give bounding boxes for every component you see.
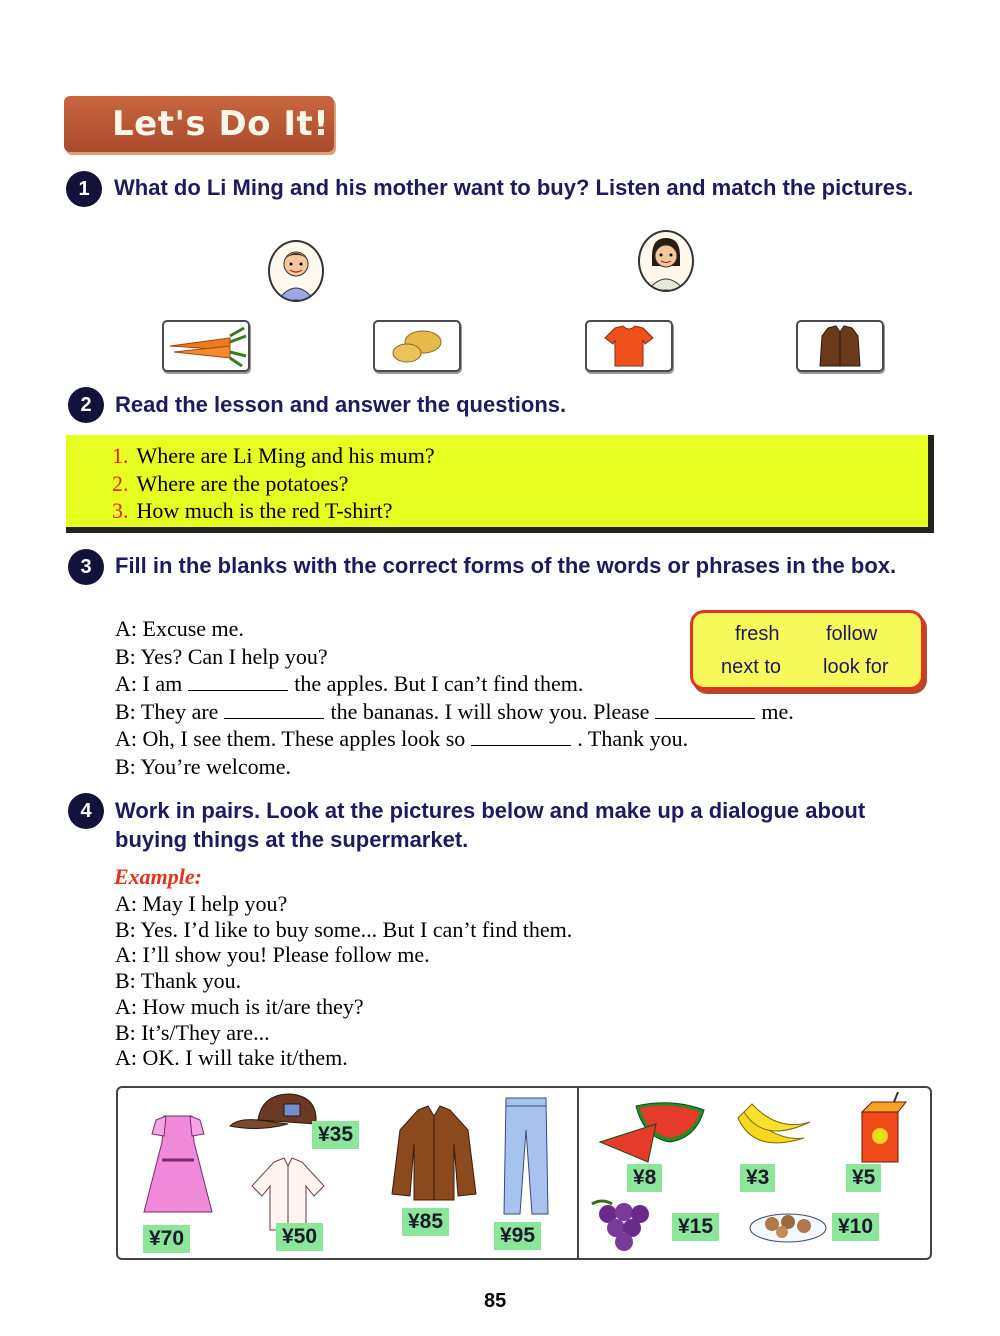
- boy-portrait: [268, 240, 324, 302]
- jacket-icon: [798, 322, 882, 370]
- jeans-icon: [498, 1094, 554, 1218]
- section-number-2: 2: [68, 387, 104, 423]
- question-number: 2.: [112, 471, 129, 496]
- juice-box-icon: [854, 1092, 910, 1164]
- dialogue-line: [115, 670, 915, 698]
- price-tag-jeans: ¥95: [494, 1222, 541, 1250]
- section-1-title: What do Li Ming and his mother want to buy? Listen and match the pictures.: [114, 175, 914, 200]
- question-item: [112, 471, 348, 497]
- dialogue-text: me.: [761, 698, 794, 724]
- red-tshirt-picture: [585, 320, 673, 372]
- potatoes-picture: [373, 320, 461, 372]
- dialogue-text: . Thank you.: [577, 726, 689, 751]
- cookies-icon: [748, 1204, 828, 1244]
- price-tag-shirt: ¥50: [276, 1223, 323, 1251]
- example-line: A: How much is it/are they?: [115, 993, 364, 1019]
- dialogue-line: [115, 698, 915, 726]
- carrots-icon: [164, 322, 248, 370]
- dialogue-line: B: You’re welcome.: [115, 753, 291, 779]
- dialogue-line: A: Excuse me.: [115, 616, 244, 641]
- word-option: follow: [826, 623, 878, 645]
- watermelon-icon: [596, 1098, 708, 1166]
- question-item: [112, 498, 393, 524]
- price-tag-bananas: ¥3: [740, 1164, 775, 1192]
- price-tag-watermelon: ¥8: [627, 1164, 662, 1192]
- dialogue-text: the bananas. I will show you. Please: [330, 698, 650, 724]
- pink-dress-icon: [136, 1112, 220, 1224]
- dialogue-text: A: Oh, I see them. These apples look so: [115, 726, 466, 751]
- dialogue-text: the apples. But I can’t find them.: [294, 671, 584, 696]
- cap-icon: [228, 1090, 324, 1142]
- dialogue-text: B: They are: [115, 698, 219, 724]
- price-tag-jacket: ¥85: [402, 1208, 449, 1236]
- answer-blank[interactable]: [655, 700, 755, 719]
- section-2-title: Read the lesson and answer the questions.: [115, 392, 567, 417]
- question-number: 3.: [112, 498, 129, 523]
- page-number: 85: [484, 1290, 507, 1312]
- question-text: Where are Li Ming and his mum?: [136, 443, 435, 468]
- word-option: next to: [721, 656, 782, 678]
- question-number: 1.: [112, 443, 129, 468]
- brown-jacket-icon: [388, 1104, 480, 1204]
- questions-box: [66, 435, 934, 533]
- example-line: A: I’ll show you! Please follow me.: [115, 942, 430, 968]
- grapes-icon: [588, 1194, 668, 1254]
- answer-blank[interactable]: [471, 727, 571, 746]
- jacket-picture: [796, 320, 884, 372]
- bananas-icon: [734, 1098, 814, 1156]
- section-number-1: 1: [66, 171, 102, 207]
- banner-title: Let's Do It!: [112, 104, 330, 144]
- price-tag-juice: ¥5: [846, 1164, 881, 1192]
- price-tag-dress: ¥70: [143, 1225, 190, 1253]
- dialogue-text: A: I am: [115, 671, 183, 696]
- section-number-3: 3: [68, 549, 104, 585]
- mother-portrait: [638, 230, 694, 292]
- word-option: fresh: [735, 623, 780, 645]
- example-label: Example:: [114, 864, 202, 889]
- question-text: How much is the red T-shirt?: [136, 498, 393, 523]
- price-tag-cap: ¥35: [312, 1121, 359, 1149]
- question-item: [112, 443, 435, 469]
- dialogue-line: [115, 725, 915, 753]
- fill-dialogue: [115, 615, 915, 780]
- panel-divider: [577, 1086, 579, 1258]
- example-line: A: May I help you?: [115, 891, 288, 916]
- answer-blank[interactable]: [224, 700, 324, 719]
- example-dialogue: [115, 891, 915, 1071]
- price-tag-grapes: ¥15: [672, 1213, 719, 1241]
- price-tag-cookies: ¥10: [832, 1213, 879, 1241]
- section-4-title: Work in pairs. Look at the pictures below and make up a dialogue about buying things at the supermarket.: [115, 798, 866, 852]
- section-number-4: 4: [68, 793, 104, 829]
- carrots-picture: [162, 320, 250, 372]
- example-line: B: Yes. I’d like to buy some... But I can’t find them.: [115, 916, 573, 942]
- section-3-title: Fill in the blanks with the correct forms of the words or phrases in the box.: [115, 553, 897, 578]
- question-text: Where are the potatoes?: [136, 471, 349, 496]
- example-line: B: It’s/They are...: [115, 1019, 270, 1045]
- example-line: B: Thank you.: [115, 968, 242, 994]
- dialogue-line: B: Yes? Can I help you?: [115, 643, 328, 669]
- example-line: A: OK. I will take it/them.: [115, 1045, 348, 1071]
- red-tshirt-icon: [587, 322, 671, 370]
- potatoes-icon: [375, 322, 459, 370]
- word-option: look for: [823, 656, 889, 678]
- section-banner: [64, 96, 334, 152]
- answer-blank[interactable]: [188, 672, 288, 691]
